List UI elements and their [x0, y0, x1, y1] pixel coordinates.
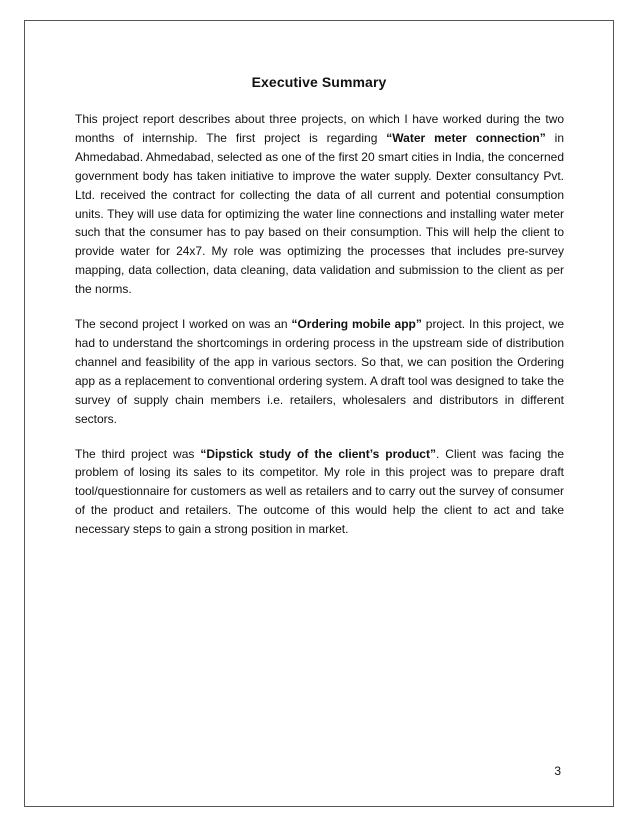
paragraph-text: This project report describes about three projects, on which I have worked during the two months of internship. The first project is regarding	[75, 112, 564, 145]
project-name-dipstick-study: “Dipstick study of the client’s product”	[200, 446, 436, 461]
project-name-water-meter: “Water meter connection”	[386, 130, 546, 145]
paragraph-water-meter	[75, 110, 564, 299]
page-number: 3	[554, 764, 561, 778]
paragraph-ordering-app	[75, 315, 564, 428]
summary-body	[75, 110, 564, 555]
paragraph-text: The third project was	[75, 446, 201, 461]
paragraph-text: . Client was facing the problem of losing its sales to its competitor. My role in this project was to prepare draft tool/questionnaire for customers as well as retailers and to carry out the survey of consumer of the product and retailers. The outcome of this would help the client to act and take necessary steps to gain a strong position in market.	[75, 446, 564, 537]
paragraph-text: project. In this project, we had to understand the shortcomings in ordering process in the upstream side of distribution channel and feasibility of the app in various sectors. So that, we can position the Ordering app as a replacement to conventional ordering system. A draft tool was designed to take the survey of supply chain members i.e. retailers, wholesalers and distributors in different sectors.	[75, 317, 564, 426]
project-name-ordering-app: “Ordering mobile app”	[291, 317, 422, 332]
paragraph-dipstick-study	[75, 445, 564, 540]
page-title: Executive Summary	[251, 74, 387, 90]
paragraph-text: The second project I worked on was an	[75, 317, 292, 332]
paragraph-text: in Ahmedabad. Ahmedabad, selected as one of the first 20 smart cities in India, the concerned government body has taken initiative to improve the water supply. Dexter consultancy Pvt. Ltd. received the contract for collecting the data of all current and potential consumption units. They will use data for optimizing the water line connections and installing water meter such that the consumer has to pay based on their consumption. This will help the client to provide water for 24x7. My role was optimizing the processes that includes pre-survey mapping, data collection, data cleaning, data validation and submission to the client as per the norms.	[75, 130, 564, 297]
